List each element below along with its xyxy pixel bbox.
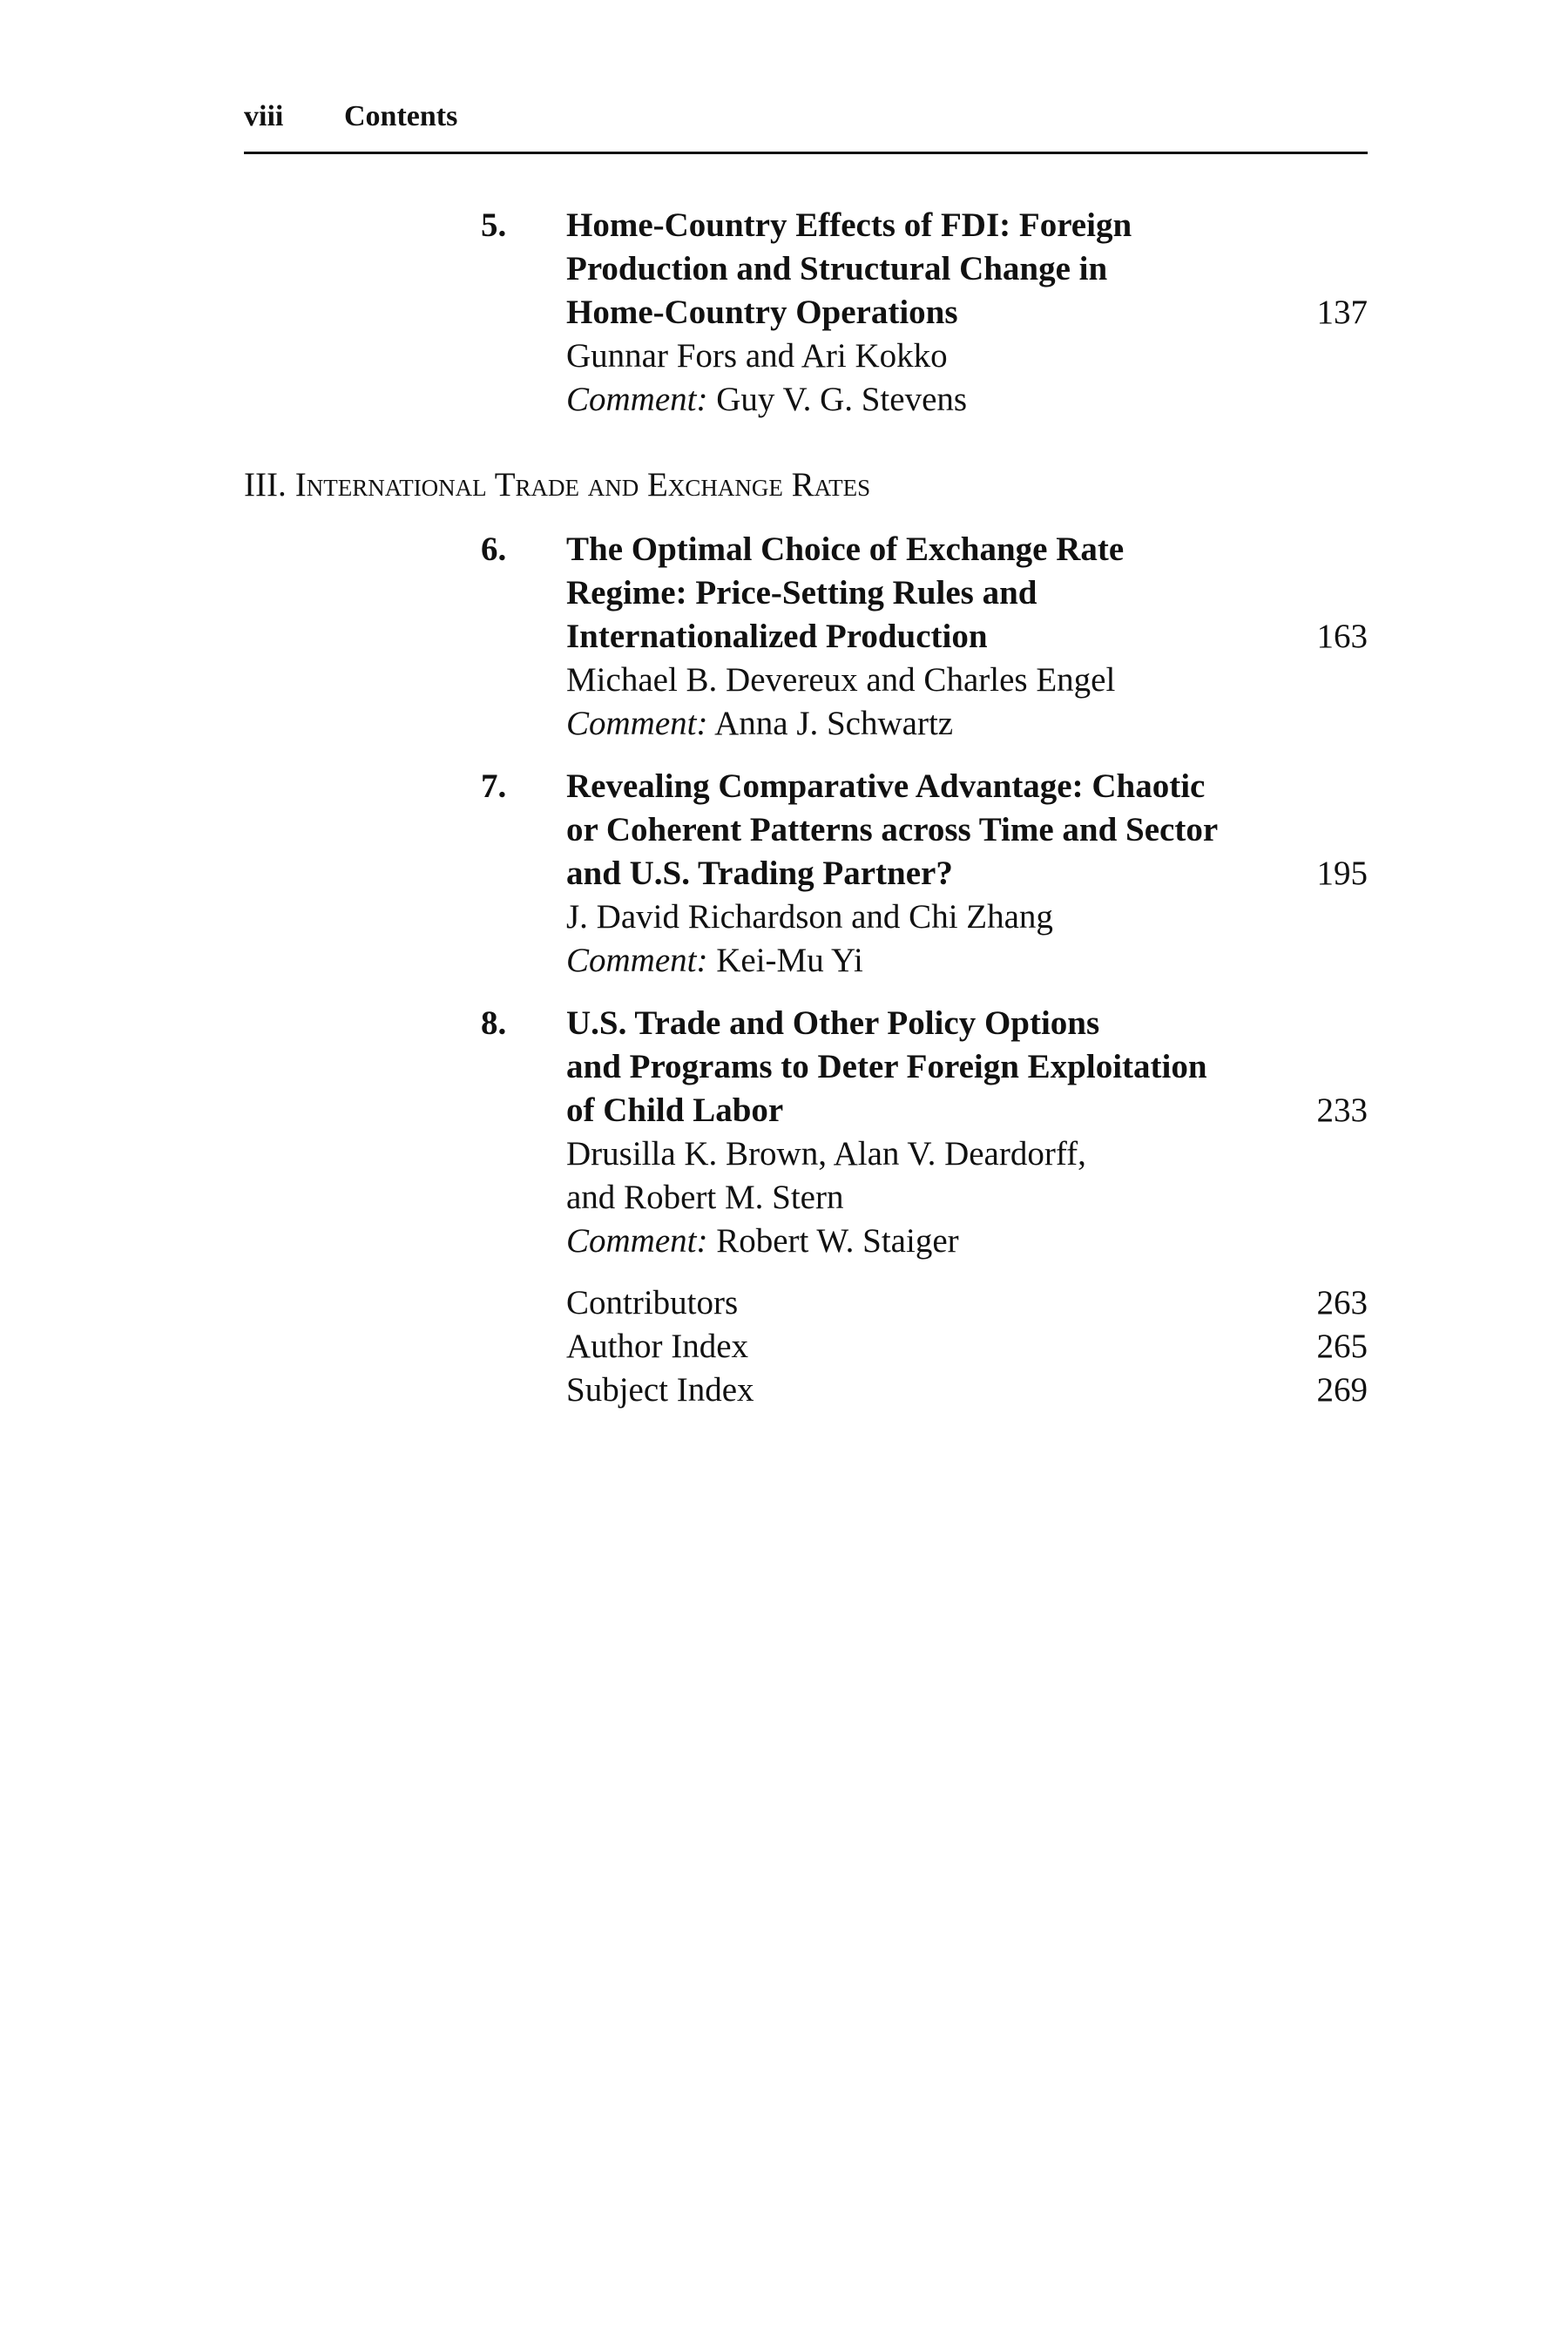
comment-label: Comment: — [566, 705, 708, 742]
chapter-authors: Gunnar Fors and Ari Kokko — [566, 337, 948, 375]
toc-entry-chapter-8[interactable] — [481, 1002, 1368, 1263]
commenter: Robert W. Staiger — [716, 1222, 959, 1260]
commenter: Kei-Mu Yi — [716, 942, 863, 979]
part-number: III. — [244, 466, 287, 504]
toc-entry-chapter-5[interactable] — [481, 204, 1368, 422]
toc-entry-contributors[interactable] — [566, 1281, 1368, 1325]
chapter-number: 8. — [481, 1004, 507, 1042]
comment-label: Comment: — [566, 1222, 708, 1260]
chapter-number: 7. — [481, 767, 507, 805]
running-header — [244, 94, 1368, 154]
part-title: International Trade and Exchange Rates — [294, 466, 871, 504]
comment-label: Comment: — [566, 381, 708, 418]
toc-backmatter — [566, 1281, 1368, 1412]
backmatter-page-number: 269 — [1316, 1371, 1368, 1409]
chapter-page-number: 137 — [1316, 294, 1368, 331]
chapter-authors: Michael B. Devereux and Charles Engel — [566, 661, 1116, 699]
commenter: Guy V. G. Stevens — [716, 381, 968, 418]
header-title: Contents — [344, 100, 458, 132]
chapter-page-number: 163 — [1316, 618, 1368, 655]
backmatter-page-number: 263 — [1316, 1284, 1368, 1321]
chapter-comment — [523, 702, 1368, 746]
chapter-comment — [523, 378, 1368, 422]
toc-entry-subject-index[interactable] — [566, 1369, 1368, 1412]
chapter-title-line: Production and Structural Change in — [566, 250, 1108, 287]
chapter-title-line: and Programs to Deter Foreign Exploitation — [566, 1048, 1207, 1085]
chapter-title-line: 7. Revealing Comparative Advantage: Chaotic — [523, 765, 1368, 808]
chapter-comment — [523, 939, 1368, 983]
chapter-page-number: 195 — [1316, 855, 1368, 892]
comment-label: Comment: — [566, 942, 708, 979]
header-page-number: viii — [244, 100, 284, 132]
chapter-title-line: 8. U.S. Trade and Other Policy Options — [523, 1002, 1368, 1045]
chapter-page-number: 233 — [1316, 1092, 1368, 1129]
chapter-title-line: or Coherent Patterns across Time and Sector — [566, 811, 1219, 848]
chapter-title-line: Internationalized Production 163 — [523, 615, 1368, 659]
part-heading-iii — [244, 463, 870, 507]
toc-entry-chapter-6[interactable] — [481, 528, 1368, 746]
chapter-authors: and Robert M. Stern — [566, 1179, 844, 1216]
backmatter-label: Author Index — [566, 1328, 749, 1365]
toc-entry-chapter-7[interactable] — [481, 765, 1368, 983]
chapter-title-line: of Child Labor 233 — [523, 1089, 1368, 1132]
backmatter-label: Contributors — [566, 1284, 739, 1321]
chapter-title-line: 5. Home-Country Effects of FDI: Foreign — [523, 204, 1368, 247]
chapter-number: 6. — [481, 531, 507, 568]
toc-entry-author-index[interactable] — [566, 1325, 1368, 1369]
backmatter-label: Subject Index — [566, 1371, 754, 1409]
chapter-number: 5. — [481, 206, 507, 244]
chapter-title-line: Regime: Price-Setting Rules and — [566, 574, 1037, 612]
chapter-title-line: Home-Country Operations 137 — [523, 291, 1368, 335]
chapter-comment — [523, 1220, 1368, 1263]
commenter: Anna J. Schwartz — [714, 705, 954, 742]
chapter-authors: Drusilla K. Brown, Alan V. Deardorff, — [566, 1135, 1086, 1173]
backmatter-page-number: 265 — [1316, 1328, 1368, 1365]
chapter-title-line: 6. The Optimal Choice of Exchange Rate — [523, 528, 1368, 571]
chapter-title-line: and U.S. Trading Partner? 195 — [523, 852, 1368, 896]
chapter-authors: J. David Richardson and Chi Zhang — [566, 898, 1053, 936]
